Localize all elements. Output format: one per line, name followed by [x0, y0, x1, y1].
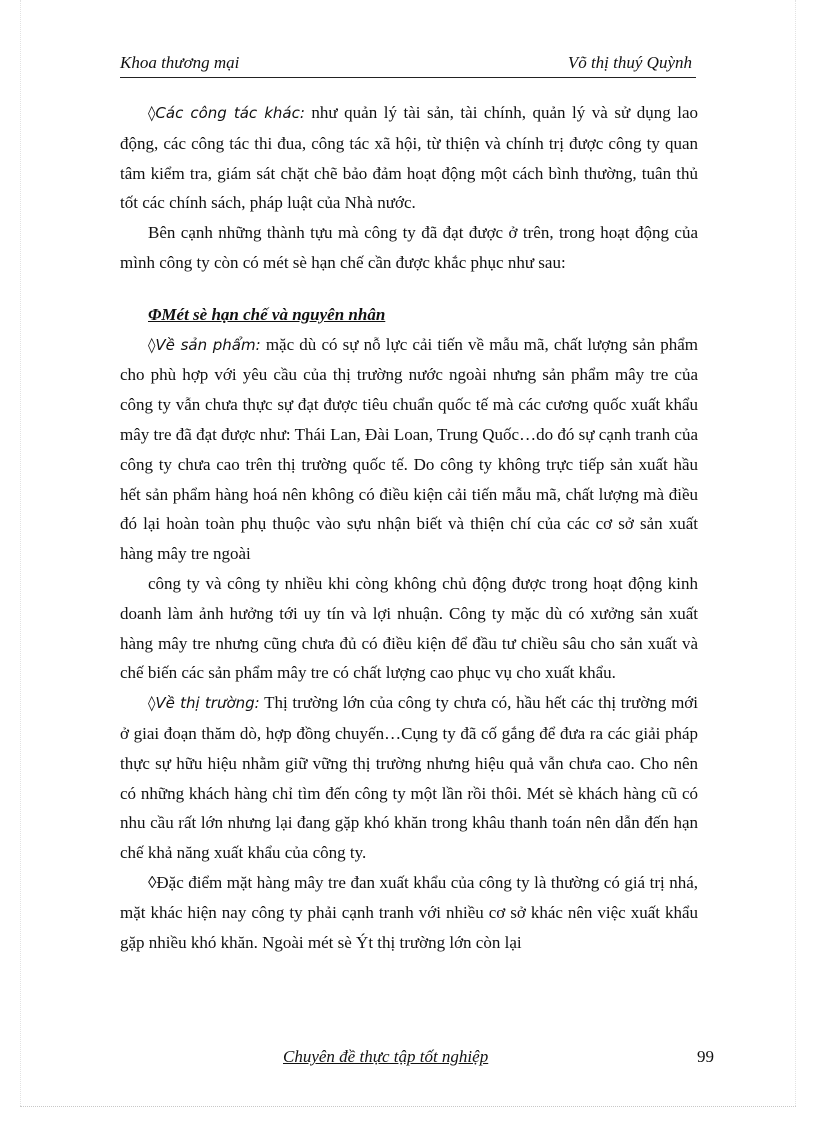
footer-title: Chuyên đề thực tập tốt nghiệp [283, 1047, 489, 1066]
paragraph-products-continued: công ty và công ty nhiều khi còng không chủ động được trong hoạt động kinh doanh làm ảnh hưởng tới uy tín và lợi nhuận. Công ty mặc dù có xưởng sản xuất hàng mây tre nhưng cũng chưa đủ có điều kiện để đầu tư chiều sâu cho sản xuất và chế biến các sản phẩm mây tre có chất lượng cao phục vụ cho xuất khẩu. [120, 573, 698, 683]
paragraph-products [120, 330, 698, 569]
paragraph-lead: ◊Về thị trường: [148, 694, 260, 713]
paragraph-text: Thị trường lớn của công ty chưa có, hầu hết các thị trường mới ở giai đoạn thăm dò, hợp đồng chuyến…Cụng ty đã cố gắng để đưa ra các giải pháp thực sự hữu hiệu nhằm giữ vững thị trường nhưng hiệu quả vẫn chưa cao. Cho nên có những khách hàng chỉ tìm đến công ty một lần rồi thôi. Mét sè khách hàng cũ có nhu cầu rất lớn nhưng lại đang gặp khó khăn trong khâu thanh toán nên dẫn đến hạn chế khả năng xuất khẩu của công ty. [120, 693, 699, 863]
paragraph-lead: ◊Về sản phẩm: [148, 335, 261, 354]
section-heading: ΦMét sè hạn chế và nguyên nhân [148, 304, 386, 324]
paragraph-product-characteristics: ◊Đặc điểm mặt hàng mây tre đan xuất khẩu của công ty là thường có giá trị nhá, mặt khác hiện nay công ty phải cạnh tranh với nhiều cơ sở khác nên việc xuất khẩu gặp nhiều khó khăn. Ngoài mét sè Ýt thị trường lớn còn lại [120, 872, 698, 952]
page-border-left [20, 0, 21, 1106]
paragraph-text: mặc dù có sự nỗ lực cải tiến về mẫu mã, chất lượng sản phẩm cho phù hợp với yêu cầu của thị trường nước ngoài nhưng sản phẩm mây tre của công ty vẫn chưa thực sự đạt được tiêu chuẩn quốc tế mà các cương quốc xuất khẩu mây tre đã đạt được như: Thái Lan, Đài Loan, Trung Quốc…do đó sự cạnh tranh của công ty chưa cao trên thị trường quốc tế. Do công ty không trực tiếp sản xuất hầu hết sản phẩm hàng hoá nên không có điều kiện cải tiến mẫu mã, chất lượng mà điều đó lại hoàn toàn phụ thuộc vào sựu nhận biết và thiện chí của các cơ sở sản xuất hàng mây tre ngoài [120, 334, 698, 564]
paragraph-market [120, 688, 698, 868]
paragraph-lead: ◊Các công tác khác: [148, 104, 305, 122]
paragraph-limitations-intro: Bên cạnh những thành tựu mà công ty đã đạt được ở trên, trong hoạt động của mình công ty còn có mét sè hạn chế cần được khắc phục như sau: [120, 223, 698, 272]
page-number: 99 [697, 1047, 714, 1066]
page-border-right [795, 0, 796, 1106]
paragraph-other-activities [120, 98, 698, 218]
paragraph-text: như quản lý tài sản, tài chính, quản lý và sử dụng lao động, các công tác thi đua, công tác xã hội, từ thiện và chính trị được công ty quan tâm kiểm tra, giám sát chặt chẽ bảo đảm hoạt động một cách bình thường, tuân thủ tốt các chính sách, pháp luật của Nhà nước. [120, 103, 698, 213]
header-department: Khoa thương mại [120, 53, 240, 72]
header-author: Võ thị thuý Quỳnh [567, 53, 692, 72]
page-header [120, 53, 696, 78]
page-border-bottom [20, 1106, 796, 1107]
document-body [120, 98, 698, 957]
